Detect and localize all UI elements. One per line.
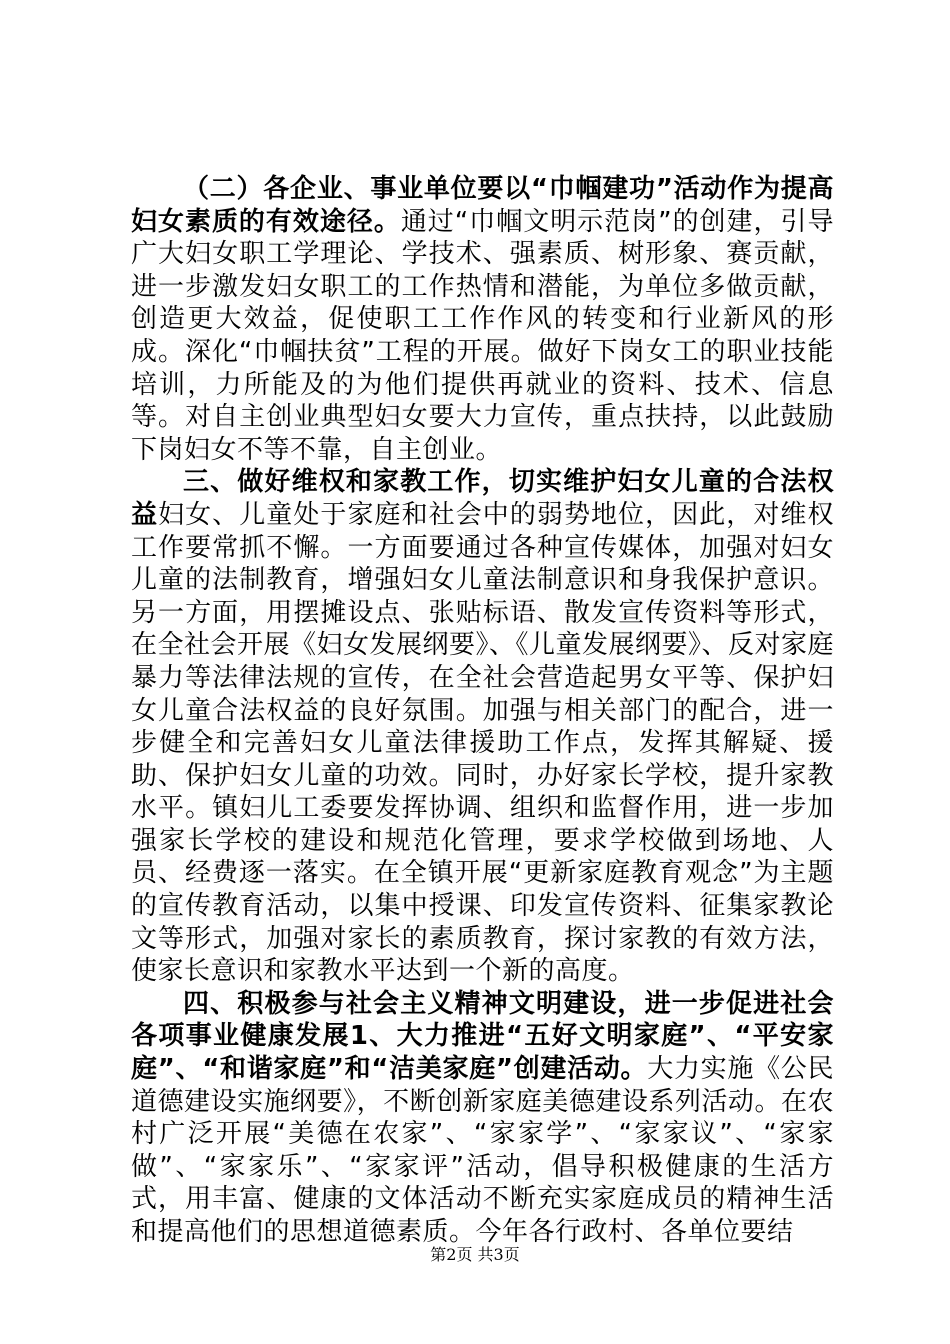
paragraph-women-merit	[131, 173, 834, 466]
paragraph-rights-family-education	[131, 466, 834, 988]
paragraph-text: 妇女、儿童处于家庭和社会中的弱势地位，因此，对维权工作要常抓不懈。一方面要通过各种宣传媒体，加强对妇女儿童的法制教育，增强妇女儿童法制意识和身我保护意识。另一方面，用摆摊设点、张贴标语、散发宣传资料等形式，在全社会开展《妇女发展纲要》、《儿童发展纲要》、反对家庭暴力等法律法规的宣传，在全社会营造起男女平等、保护妇女儿童合法权益的良好氛围。加强与相关部门的配合，进一步健全和完善妇女儿童法律援助工作点，发挥其解疑、援助、保护妇女儿童的功效。同时，办好家长学校，提升家教水平。镇妇儿工委要发挥协调、组织和监督作用，进一步加强家长学校的建设和规范化管理，要求学校做到场地、人员、经费逐一落实。在全镇开展“更新家庭教育观念”为主题的宣传教育活动，以集中授课、印发宣传资料、征集家教论文等形式，加强对家长的素质教育，探讨家教的有效方法，使家长意识和家教水平达到一个新的高度。	[131, 499, 835, 987]
page-number-footer: 第2页 共3页	[430, 1245, 520, 1264]
paragraph-spiritual-civilization	[131, 988, 834, 1249]
paragraph-text: 通过“巾帼文明示范岗”的创建，引导广大妇女职工学理论、学技术、强素质、树形象、赛贡献，进一步激发妇女职工的工作热情和潜能，为单位多做贡献，创造更大效益，促使职工工作作风的转变和行业新风的形成。深化“巾帼扶贫”工程的开展。做好下岗女工的职业技能培训，力所能及的为他们提供再就业的资料、技术、信息等。对自主创业典型妇女要大力宣传，重点扶持，以此鼓励下岗妇女不等不靠，自主创业。	[131, 206, 834, 465]
paragraph-text: 大力实施《公民道德建设实施纲要》，不断创新家庭美德建设系列活动。在农村广泛开展“美德在农家”、“家家学”、“家家议”、“家家做”、“家家乐”、“家家评”活动，倡导积极健康的生活方式，用丰富、健康的文体活动不断充实家庭成员的精神生活和提高他们的思想道德素质。今年各行政村、各单位要结	[131, 1054, 834, 1247]
document-body	[131, 173, 834, 1249]
section-heading: 四、积极参与社会主义精神文明建设，进一步促进社会各项事业健康发展1、大力推进“五好文明家庭”、“平安家庭”、“和谐家庭”和“洁美家庭”创建活动。	[131, 988, 834, 1085]
section-heading: 三、做好维权和家教工作，切实维护妇女儿童的合法权益	[131, 467, 834, 530]
paragraph-lead: （二）各企业、事业单位要以“巾帼建功”活动作为提高妇女素质的有效途径。	[131, 174, 834, 237]
